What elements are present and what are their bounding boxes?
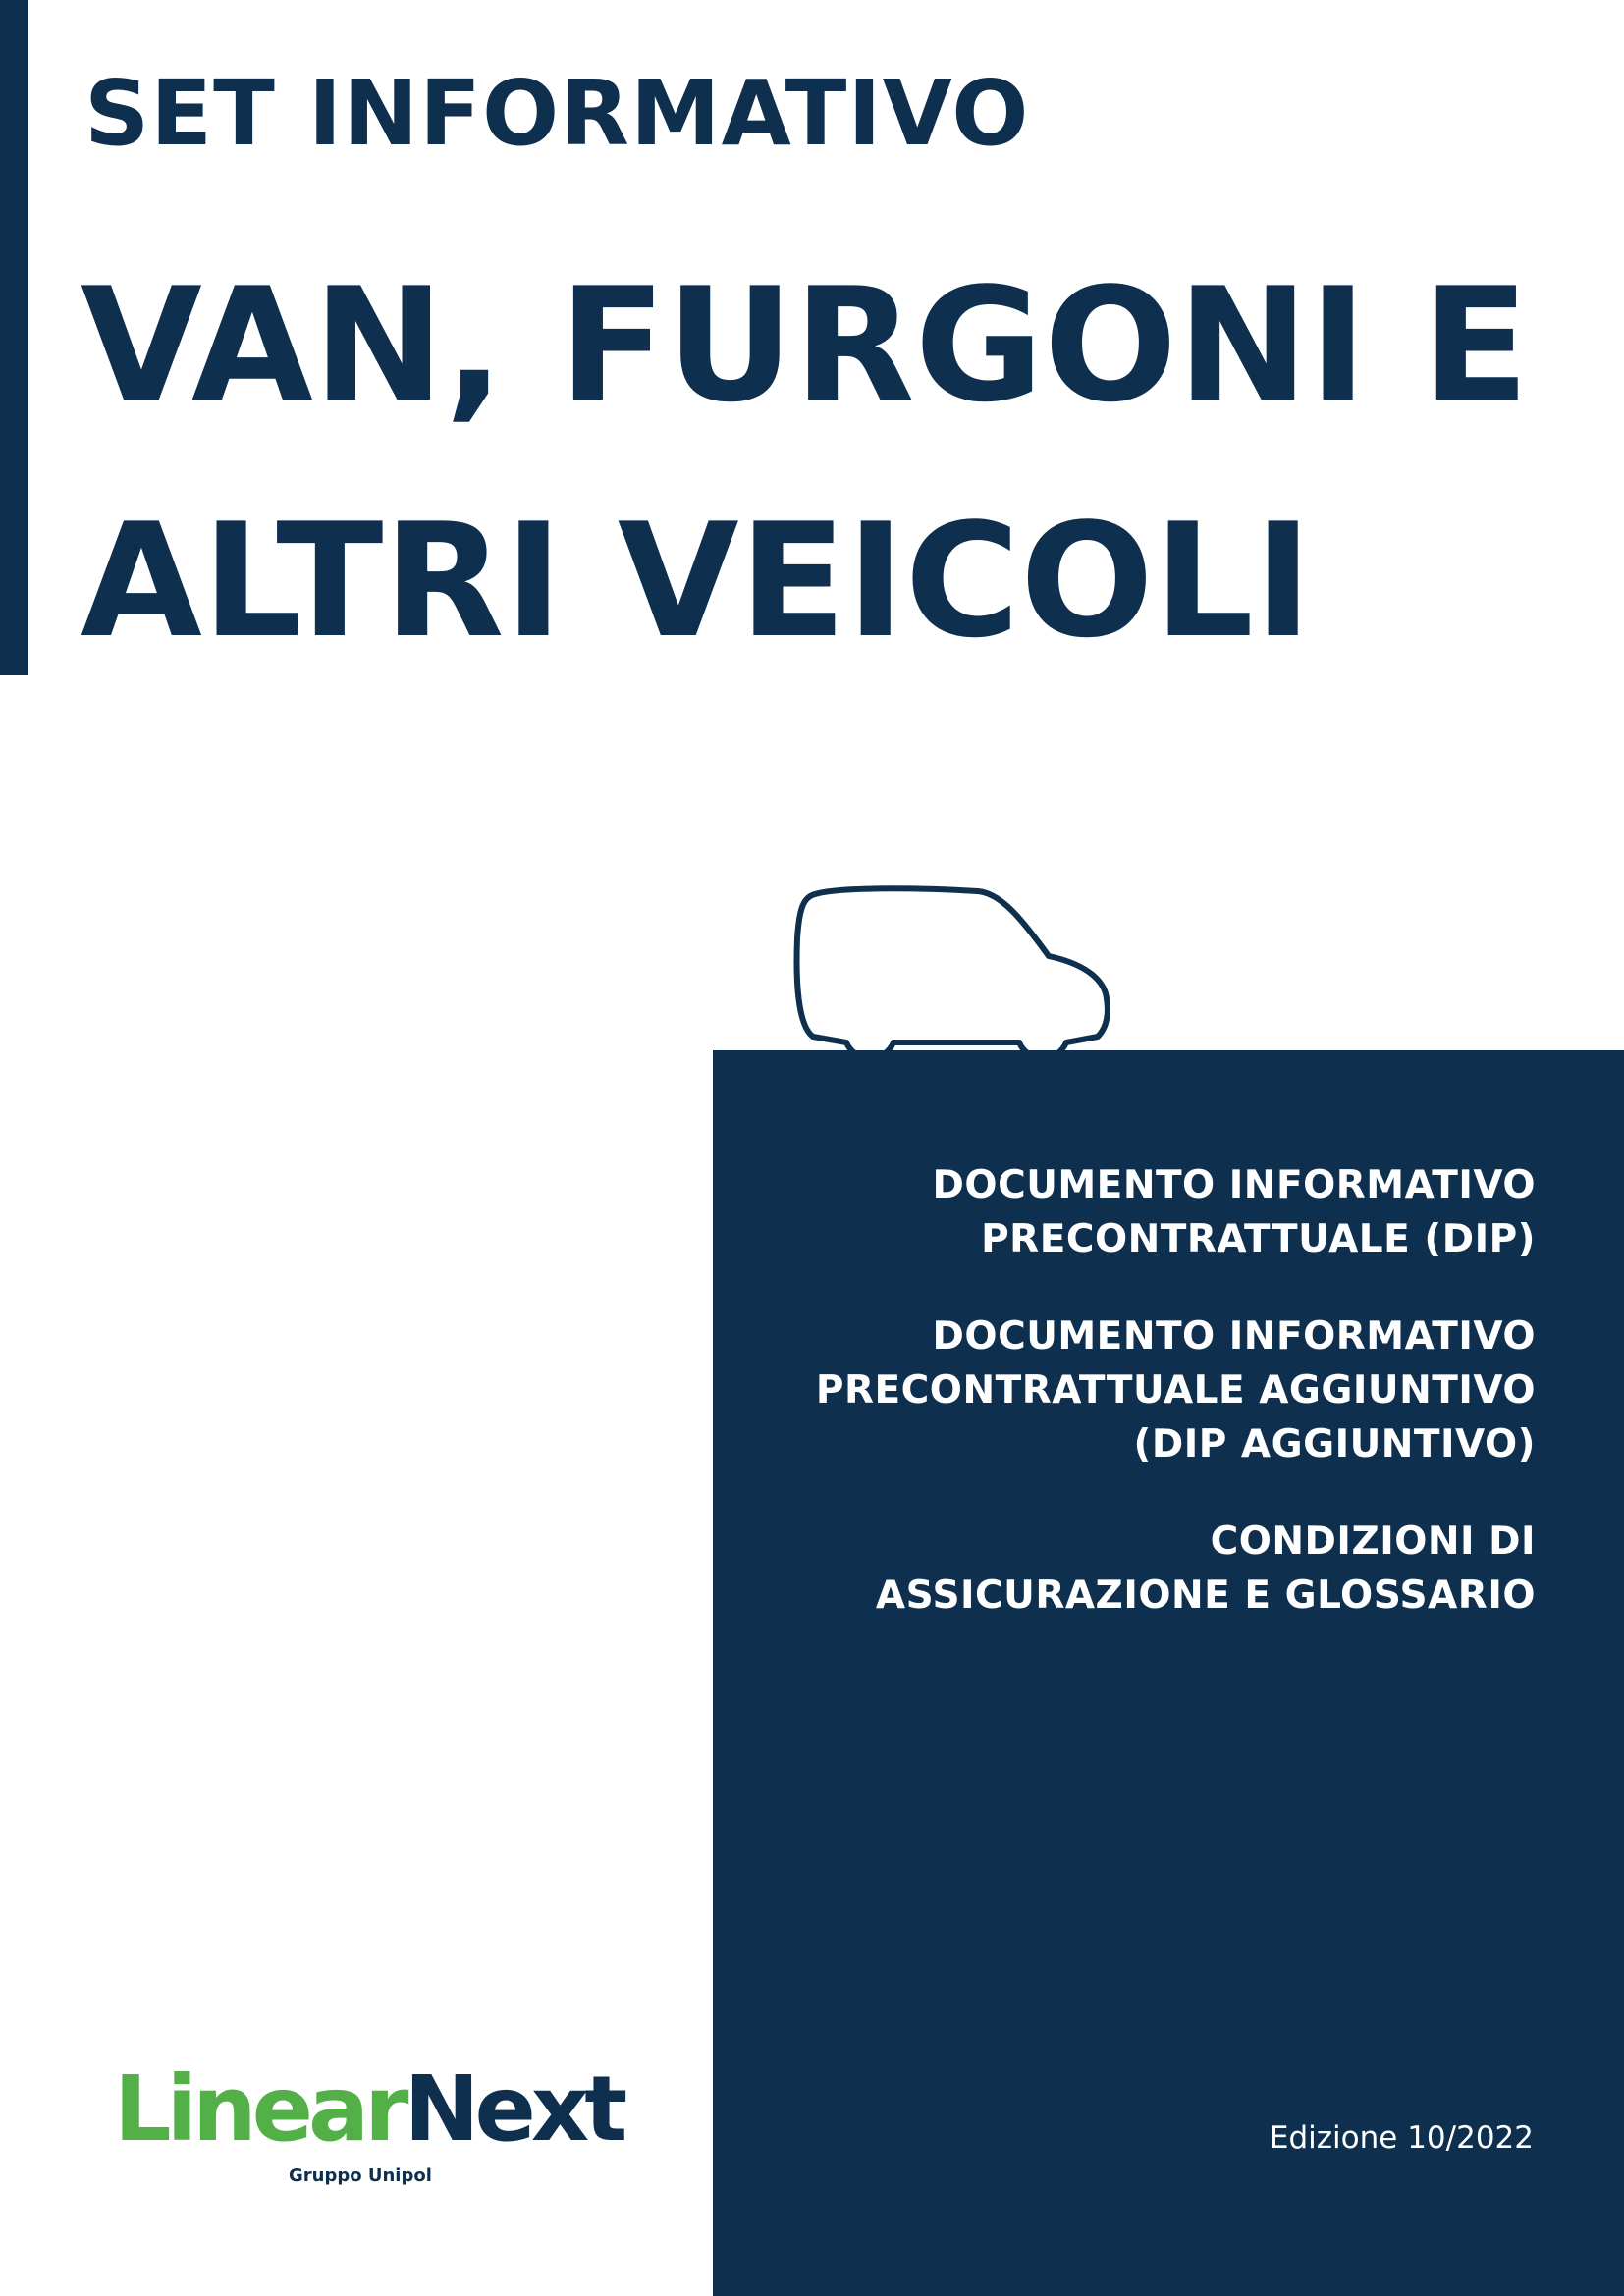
cover-kicker: SET INFORMATIVO xyxy=(84,61,1030,166)
cover-title-line-2: ALTRI VEICOLI xyxy=(81,489,1313,672)
logo-linear-text: Linear xyxy=(114,2056,405,2162)
edition-label: Edizione 10/2022 xyxy=(1269,2120,1534,2156)
document-dip-aggiuntivo: DOCUMENTO INFORMATIVO PRECONTRATTUALE AGGIUNTIVO (DIP AGGIUNTIVO) xyxy=(815,1314,1536,1467)
van-outline-icon xyxy=(791,880,1119,1066)
document-panel xyxy=(713,1050,1624,2296)
document-condizioni: CONDIZIONI DI ASSICURAZIONE E GLOSSARIO xyxy=(875,1520,1536,1618)
linearnext-logo xyxy=(114,2056,623,2193)
cover-title xyxy=(81,228,1529,699)
logo-wordmark xyxy=(114,2056,623,2163)
cover-title-line-1: VAN, FURGONI E xyxy=(81,253,1530,437)
document-dip: DOCUMENTO INFORMATIVO PRECONTRATTUALE (DIP) xyxy=(932,1163,1536,1261)
logo-group-text: Gruppo Unipol xyxy=(289,2165,432,2186)
document-list xyxy=(770,1158,1536,1666)
left-accent-bar xyxy=(0,0,28,675)
logo-next-text: Next xyxy=(404,2056,623,2162)
